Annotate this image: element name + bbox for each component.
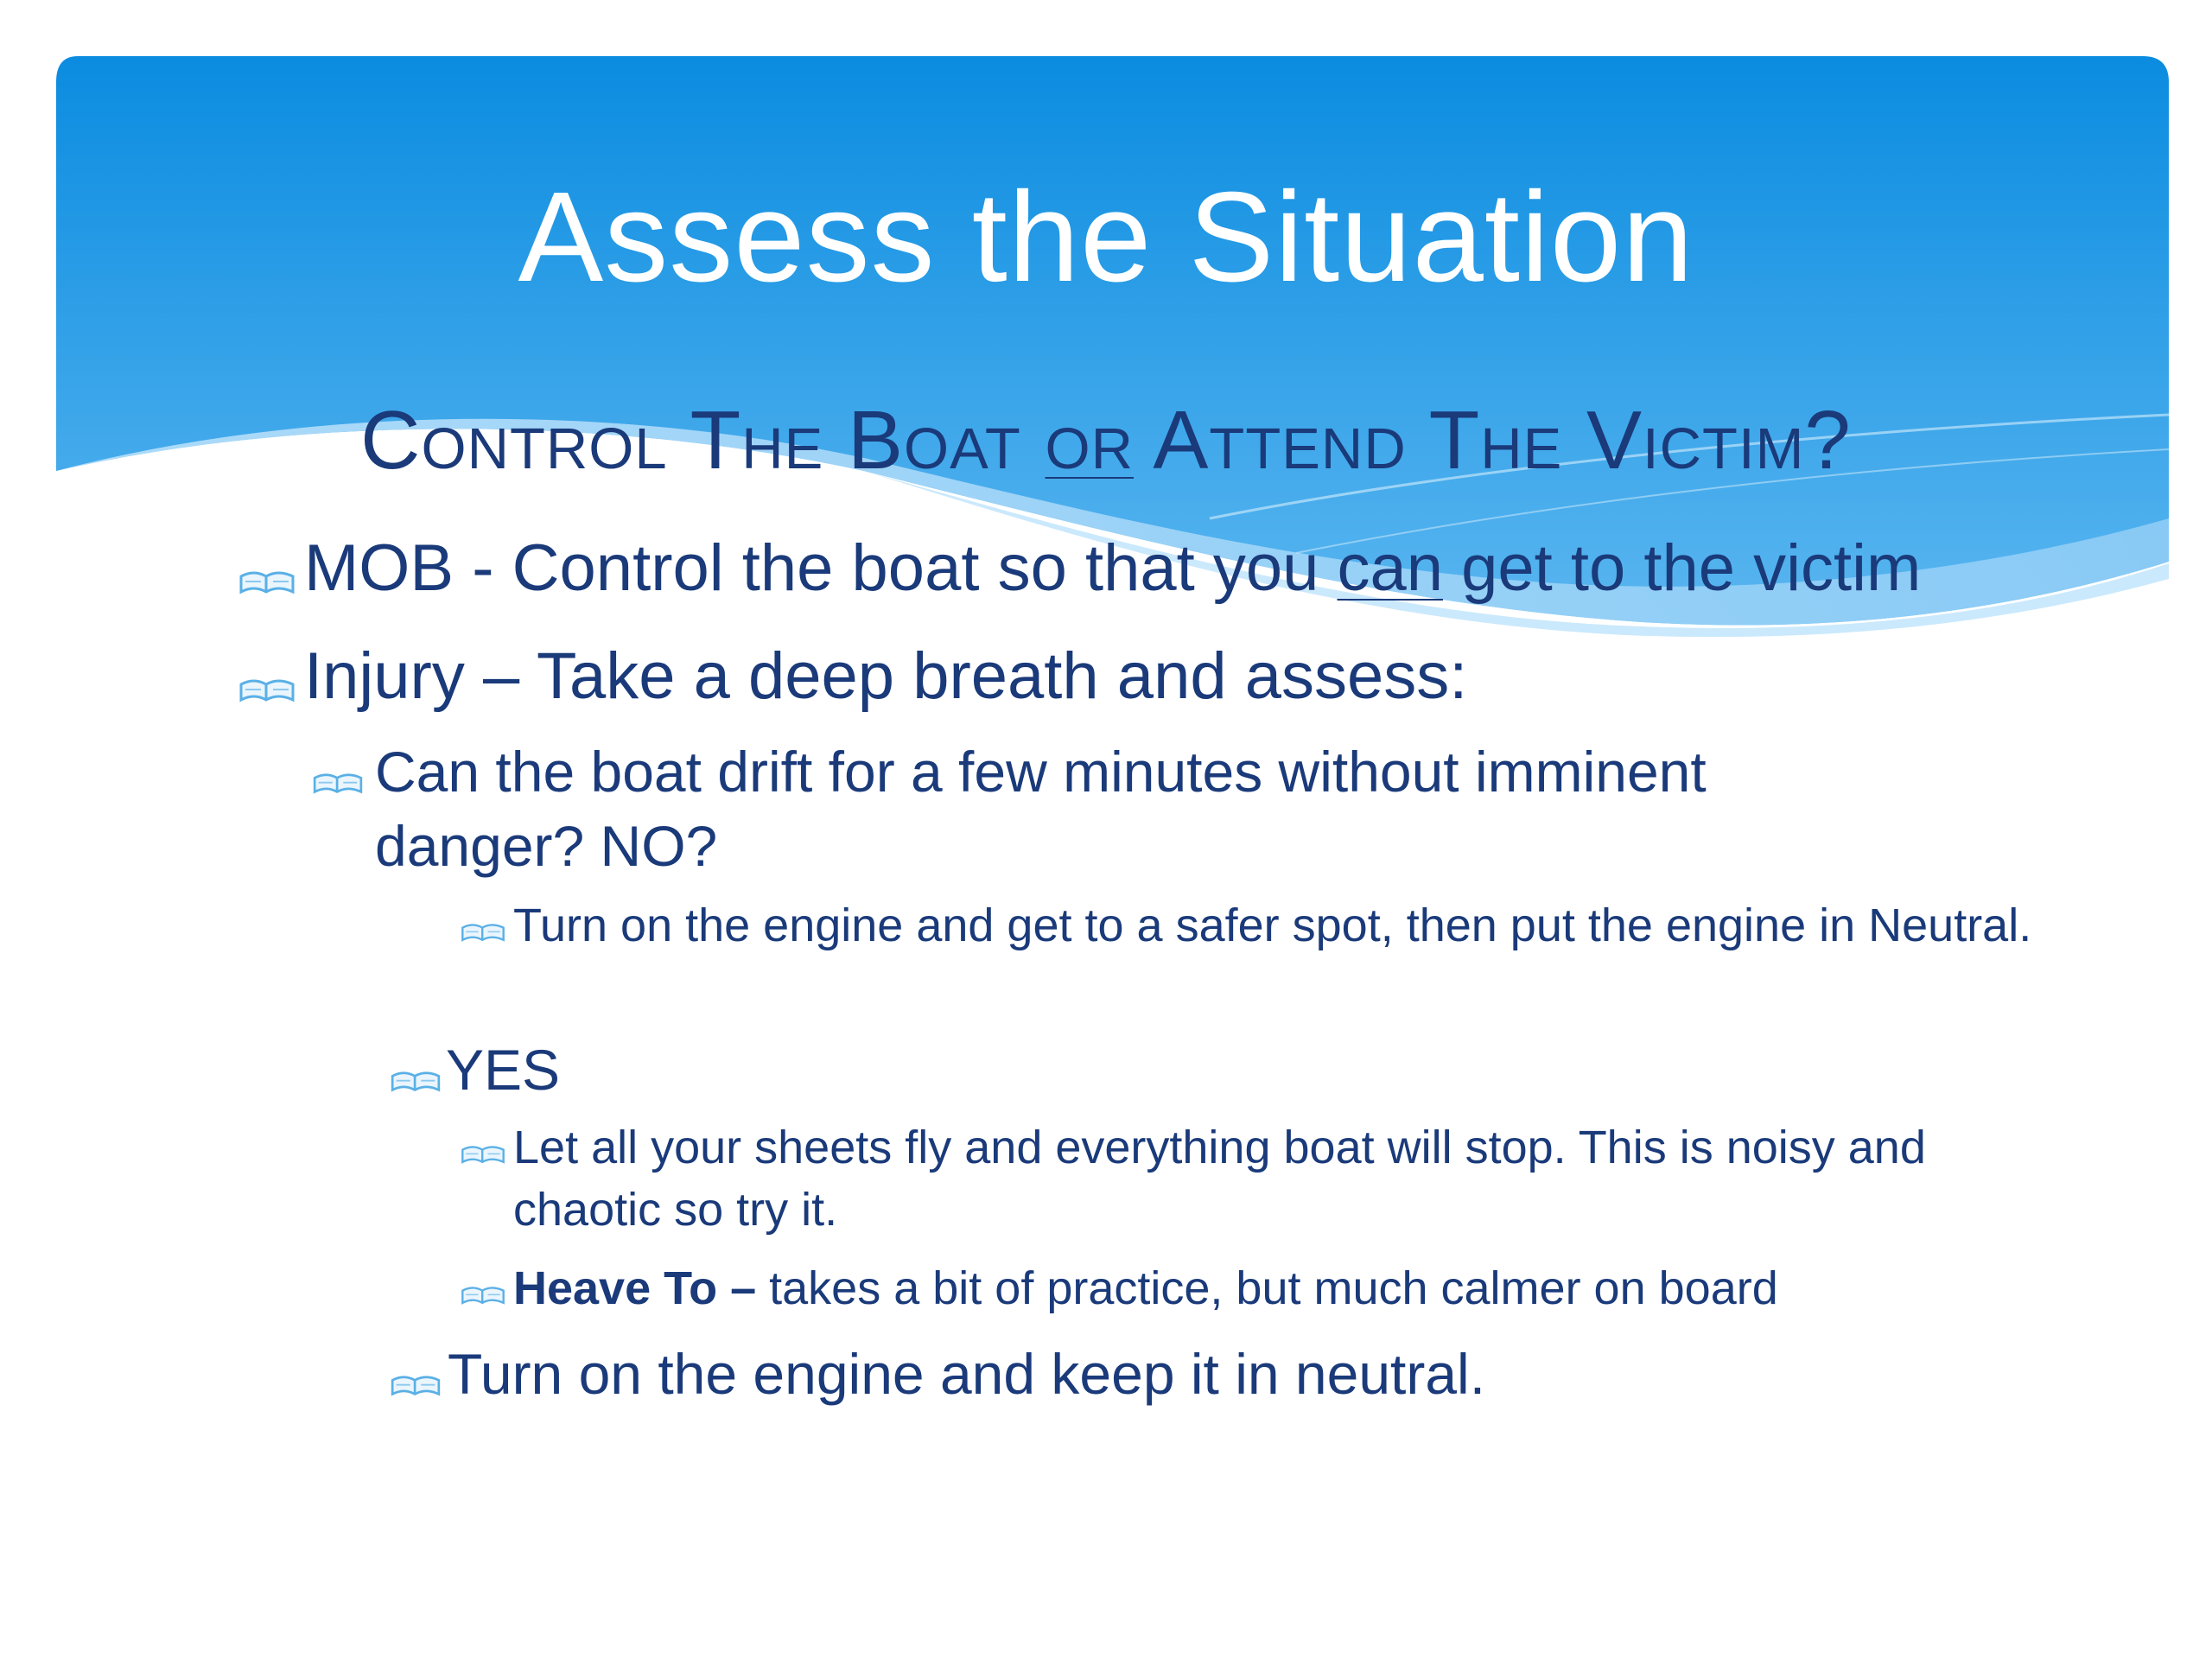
bullet-yes-text: YES	[446, 1038, 561, 1102]
bullet-drift	[311, 734, 1832, 883]
slide-subtitle	[0, 389, 2212, 493]
subtitle-part2: Attend The Victim?	[1133, 394, 1852, 486]
subtitle-part1: Control The Boat	[360, 394, 1046, 486]
bullet-yes	[389, 1033, 1771, 1107]
book-bullet-icon	[238, 671, 296, 703]
book-bullet-icon	[311, 766, 365, 795]
bullet-mob-post: get to the victim	[1443, 531, 1922, 605]
book-bullet-icon	[238, 563, 296, 595]
bullet-neutral	[389, 1337, 2031, 1411]
bullet-mob-pre: MOB - Control the boat so that you	[304, 531, 1338, 605]
book-bullet-icon	[460, 917, 506, 943]
bullet-heave-to-text: takes a bit of practice, but much calmer on board	[756, 1262, 1778, 1314]
slide-title: Assess the Situation	[518, 166, 1694, 308]
bullet-sheets-fly	[460, 1116, 1946, 1241]
bullet-injury	[238, 639, 2139, 714]
book-bullet-icon	[389, 1064, 442, 1093]
book-bullet-icon	[389, 1368, 442, 1397]
bullet-safer-spot	[460, 894, 2050, 957]
book-bullet-icon	[460, 1139, 506, 1165]
bullet-mob-underlined: can	[1337, 531, 1444, 605]
bullet-drift-text: Can the boat drift for a few minutes without imminent danger? NO?	[375, 740, 1707, 878]
book-bullet-icon	[460, 1280, 506, 1306]
bullet-heave-to-bold: Heave To –	[513, 1262, 757, 1314]
bullet-heave-to	[460, 1257, 2101, 1319]
bullet-neutral-text: Turn on the engine and keep it in neutral.	[448, 1342, 1486, 1406]
bullet-sheets-fly-text: Let all your sheets fly and everything boat will stop. This is noisy and chaotic so try it.	[513, 1122, 1926, 1236]
subtitle-or: or	[1045, 394, 1134, 486]
bullet-safer-spot-text: Turn on the engine and get to a safer spot, then put the engine in Neutral.	[513, 899, 2032, 951]
bullet-mob	[238, 531, 2139, 606]
bullet-injury-text: Injury – Take a deep breath and assess:	[304, 639, 1468, 713]
